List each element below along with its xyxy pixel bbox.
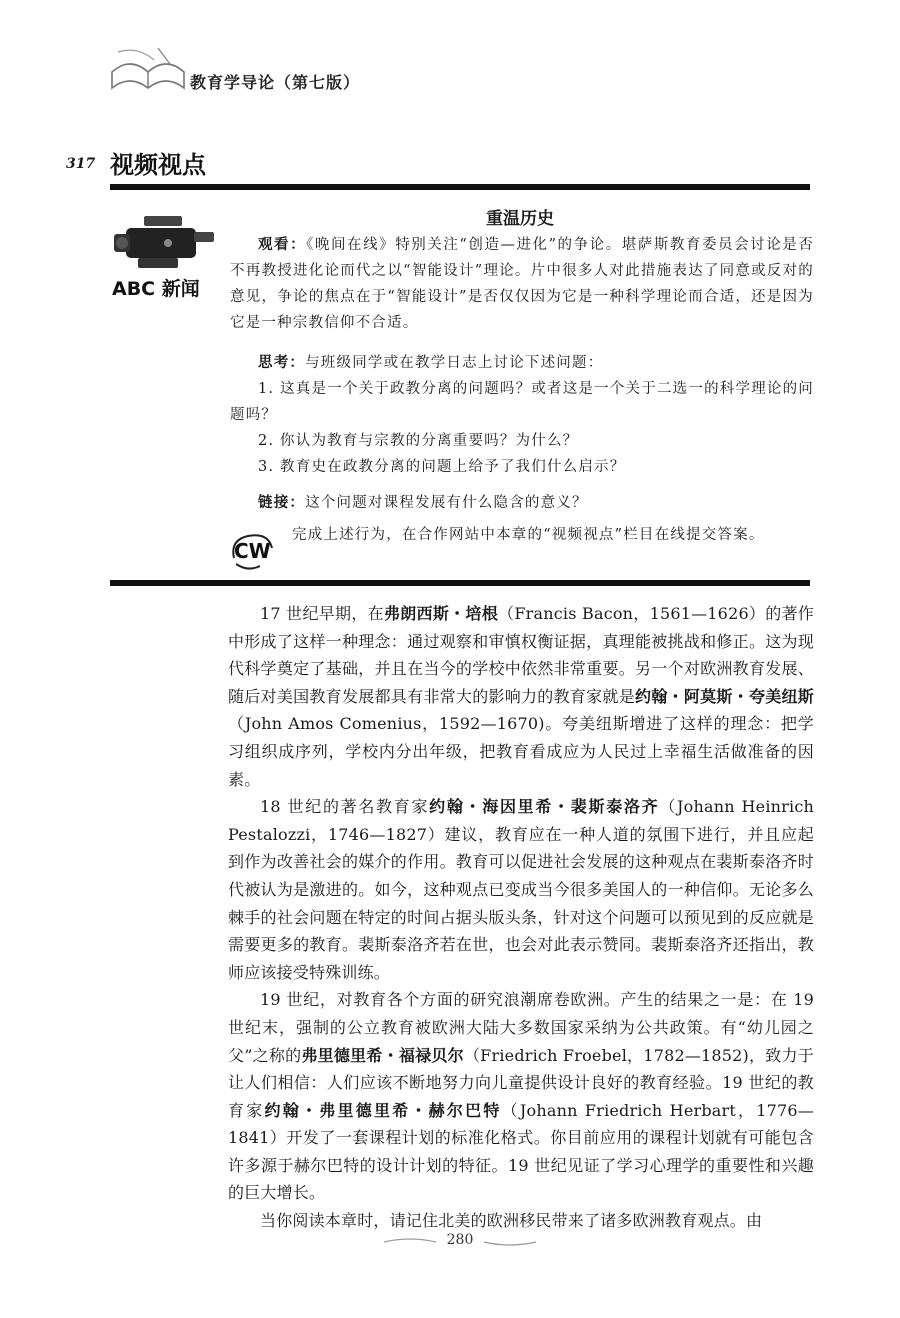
watch-label: 观看： bbox=[258, 237, 307, 253]
link-label: 链接： bbox=[258, 495, 306, 511]
person-name: 弗里德里希・福禄贝尔 bbox=[301, 1045, 464, 1065]
body-paragraph: 18 世纪的著名教育家约翰・海因里希・裴斯泰洛齐（Johann Heinrich Pestalozzi，1746—1827）建议，教育应在一种人道的氛围下进行，并且应起到作为改善社会的媒介的作用。教育可以促进社会发展的这种观点在裴斯泰洛齐时代被认为是激进的。如今，这种观点已变成当今很多美国人的一种信仰。无论多么棘手的社会问题在特定的时间占据头版头条，针对这个问题可以预见到的反应就是需要更多的教育。裴斯泰洛齐若在世，也会对此表示赞同。裴斯泰洛齐还指出，教师应该接受特殊训练。 bbox=[228, 797, 814, 982]
body-paragraph: 当你阅读本章时，请记住北美的欧洲移民带来了诸多欧洲教育观点。由 bbox=[260, 1211, 763, 1231]
bottom-rule bbox=[110, 580, 810, 586]
watch-text: 《晚间在线》特别关注“创造—进化”的争论。堪萨斯教育委员会讨论是否不再教授进化论而代之以“智能设计”理论。片中很多人对此措施表达了同意或反对的意见，争论的焦点在于“智能设计”是否仅仅因为它是一种科学理论而合适，还是因为它是一种宗教信仰不合适。 bbox=[230, 237, 814, 331]
question-item: 3. 教育史在政教分离的问题上给予了我们什么启示？ bbox=[258, 459, 626, 475]
cw-icon-text: CW bbox=[234, 539, 271, 563]
person-name: 约翰・弗里德里希・赫尔巴特 bbox=[264, 1100, 502, 1120]
section-title: 视频视点 bbox=[110, 151, 206, 179]
book-open-icon bbox=[108, 42, 188, 98]
link-text: 这个问题对课程发展有什么隐含的意义？ bbox=[305, 495, 588, 511]
page-number: 280 bbox=[446, 1232, 474, 1248]
person-name: 约翰・海因里希・裴斯泰洛齐 bbox=[429, 797, 660, 817]
companion-website-icon bbox=[228, 528, 278, 574]
think-text: 与班级同学或在教学日志上讨论下述问题： bbox=[305, 355, 604, 371]
running-header: 教育学导论（第七版） bbox=[190, 73, 361, 92]
question-item: 2. 你认为教育与宗教的分离重要吗？为什么？ bbox=[258, 433, 579, 449]
watch-paragraph bbox=[230, 232, 814, 336]
question-item: 1. 这真是一个关于政教分离的问题吗？或者这是一个关于二选一的科学理论的问题吗？ bbox=[230, 381, 814, 423]
person-name: 约翰・阿莫斯・夸美纽斯 bbox=[635, 686, 814, 706]
video-camera-icon bbox=[108, 210, 218, 274]
think-paragraph bbox=[230, 350, 814, 376]
top-rule bbox=[110, 184, 810, 190]
body-paragraph: 17 世纪早期，在弗朗西斯・培根（Francis Bacon，1561—1626）的著作中形成了这样一种理念：通过观察和审慎权衡证据，真理能被挑战和修正。这为现代科学奠定了基础，并且在当今的学校中依然非常重要。另一个对欧洲教育发展、随后对美国教育发展都具有非常大的影响力的教育家就是约翰・阿莫斯・夸美纽斯（John Amos Comenius，1592—1670)。夸美纽斯增进了这样的理念：把学习组织成序列，学校内分出年级，把教育看成应为人民过上幸福生活做准备的因素。 bbox=[228, 604, 815, 789]
body-paragraph: 19 世纪，对教育各个方面的研究浪潮席卷欧洲。产生的结果之一是：在 19 世纪末，强制的公立教育被欧洲大陆大多数国家采纳为公共政策。有“幼儿园之父”之称的弗里德里希・福禄贝尔（Friedrich Froebel，1782—1852)，致力于让人们相信：人们应该不断地努力向儿童提供设计良好的教育经验。19 世纪的教育家约翰・弗里德里希・赫尔巴特（Johann Friedrich Herbart，1776—1841）开发了一套课程计划的标准化格式。你目前应用的课程计划就有可能包含许多源于赫尔巴特的设计计划的特征。19 世纪见证了学习心理学的重要性和兴趣的巨大增长。 bbox=[228, 990, 814, 1203]
think-label: 思考： bbox=[258, 355, 306, 371]
link-paragraph bbox=[230, 490, 814, 516]
source-label: ABC 新闻 bbox=[112, 278, 200, 300]
main-body bbox=[228, 600, 814, 1235]
cw-instruction: 完成上述行为，在合作网站中本章的“视频视点”栏目在线提交答案。 bbox=[292, 527, 765, 543]
person-name: 弗朗西斯・培根 bbox=[383, 604, 499, 623]
section-number: 317 bbox=[66, 156, 96, 172]
video-heading: 重温历史 bbox=[486, 209, 554, 229]
page-footer bbox=[380, 1232, 540, 1252]
